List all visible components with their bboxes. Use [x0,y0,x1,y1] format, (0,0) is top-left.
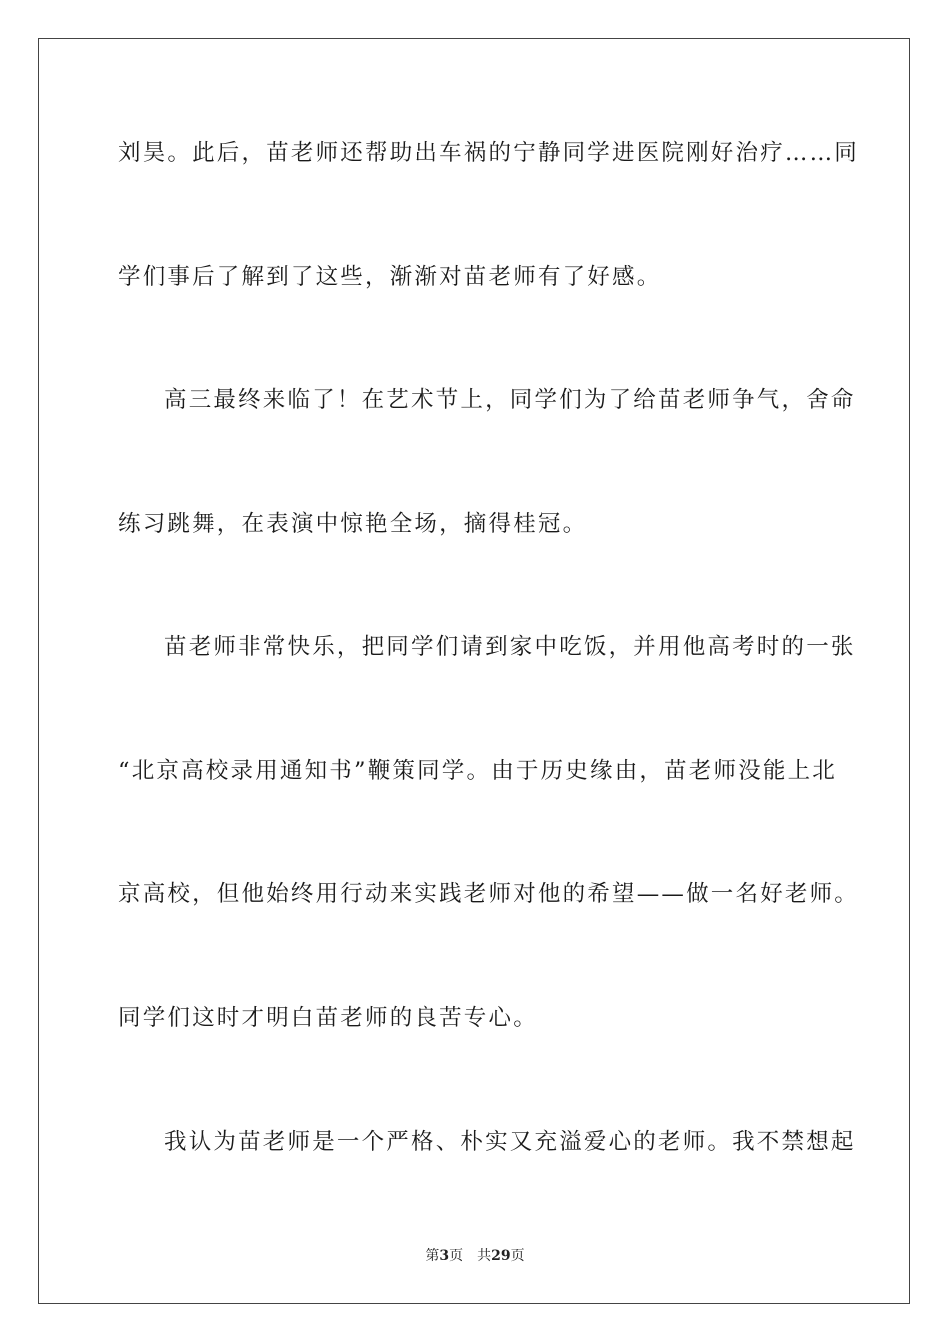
text-line-7: 京高校，但他始终用行动来实践老师对他的希望——做一名好老师。 [118,881,860,907]
text-line-8: 同学们这时才明白苗老师的良苦专心。 [118,1005,538,1031]
text-line-3: 高三最终来临了！在艺术节上，同学们为了给苗老师争气，舍命 [164,387,856,413]
text-line-4: 练习跳舞，在表演中惊艳全场，摘得桂冠。 [118,511,588,537]
page-border [38,38,910,1304]
page-prefix: 第 [425,1248,440,1264]
text-line-9: 我认为苗老师是一个严格、朴实又充溢爱心的老师。我不禁想起 [164,1129,856,1155]
page-number: 3 [439,1248,450,1264]
text-line-1: 刘昊。此后，苗老师还帮助出车祸的宁静同学进医院刚好治疗……同 [118,140,860,166]
text-line-2: 学们事后了解到了这些，渐渐对苗老师有了好感。 [118,264,662,290]
page-suffix: 页 [449,1248,464,1264]
total-suffix: 页 [510,1248,525,1264]
total-pages: 29 [491,1248,511,1264]
text-line-5: 苗老师非常快乐，把同学们请到家中吃饭，并用他高考时的一张 [164,634,856,660]
text-line-6: “北京高校录用通知书”鞭策同学。由于历史缘由，苗老师没能上北 [118,758,838,784]
page-footer [0,1247,950,1265]
total-prefix: 共 [477,1248,492,1264]
